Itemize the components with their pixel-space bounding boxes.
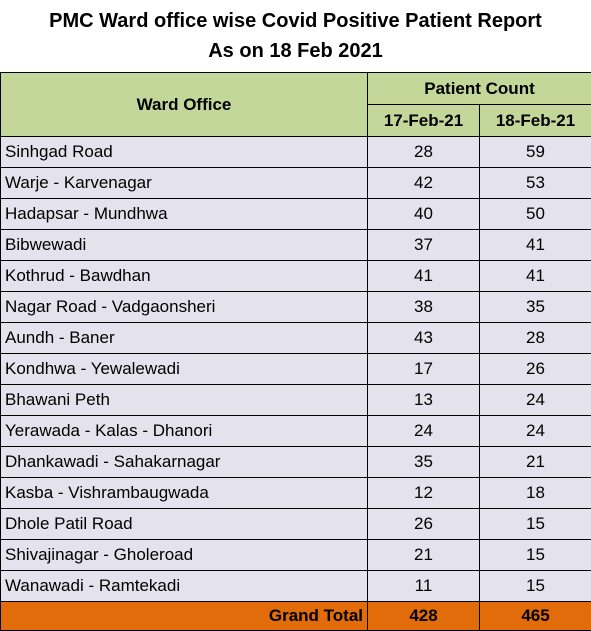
count-17-feb-cell: 11 [368, 571, 480, 602]
grand-total-row [1, 602, 591, 631]
count-17-feb-cell: 41 [368, 261, 480, 292]
count-17-feb-cell: 13 [368, 385, 480, 416]
ward-name-cell: Warje - Karvenagar [1, 168, 368, 199]
report-title [0, 0, 591, 72]
count-18-feb-cell: 28 [480, 323, 591, 354]
table-row [1, 416, 591, 447]
count-17-feb-cell: 26 [368, 509, 480, 540]
count-18-feb-cell: 21 [480, 447, 591, 478]
ward-office-header: Ward Office [1, 73, 368, 137]
count-18-feb-cell: 59 [480, 137, 591, 168]
title-line-1: PMC Ward office wise Covid Positive Patient Report [49, 10, 542, 32]
count-17-feb-cell: 17 [368, 354, 480, 385]
grand-total-17-feb: 428 [368, 602, 480, 631]
grand-total-18-feb: 465 [480, 602, 591, 631]
table-row [1, 292, 591, 323]
table-row [1, 137, 591, 168]
table-row [1, 385, 591, 416]
count-17-feb-cell: 24 [368, 416, 480, 447]
patient-count-header: Patient Count [368, 73, 591, 105]
date-header-17-feb: 17-Feb-21 [368, 105, 480, 137]
patient-report-table [0, 72, 591, 631]
date-header-18-feb: 18-Feb-21 [480, 105, 591, 137]
grand-total-label: Grand Total [1, 602, 368, 631]
table-row [1, 540, 591, 571]
ward-name-cell: Bibwewadi [1, 230, 368, 261]
count-17-feb-cell: 38 [368, 292, 480, 323]
count-18-feb-cell: 18 [480, 478, 591, 509]
ward-name-cell: Dhole Patil Road [1, 509, 368, 540]
ward-name-cell: Hadapsar - Mundhwa [1, 199, 368, 230]
count-18-feb-cell: 15 [480, 571, 591, 602]
count-17-feb-cell: 21 [368, 540, 480, 571]
ward-name-cell: Kondhwa - Yewalewadi [1, 354, 368, 385]
ward-name-cell: Shivajinagar - Gholeroad [1, 540, 368, 571]
table-row [1, 571, 591, 602]
ward-name-cell: Aundh - Baner [1, 323, 368, 354]
count-18-feb-cell: 53 [480, 168, 591, 199]
count-18-feb-cell: 24 [480, 416, 591, 447]
count-17-feb-cell: 42 [368, 168, 480, 199]
count-17-feb-cell: 35 [368, 447, 480, 478]
count-18-feb-cell: 50 [480, 199, 591, 230]
count-17-feb-cell: 37 [368, 230, 480, 261]
table-row [1, 199, 591, 230]
count-17-feb-cell: 28 [368, 137, 480, 168]
count-17-feb-cell: 40 [368, 199, 480, 230]
ward-name-cell: Sinhgad Road [1, 137, 368, 168]
count-18-feb-cell: 35 [480, 292, 591, 323]
ward-name-cell: Nagar Road - Vadgaonsheri [1, 292, 368, 323]
count-18-feb-cell: 15 [480, 509, 591, 540]
ward-name-cell: Yerawada - Kalas - Dhanori [1, 416, 368, 447]
count-17-feb-cell: 12 [368, 478, 480, 509]
table-row [1, 323, 591, 354]
table-row [1, 354, 591, 385]
count-17-feb-cell: 43 [368, 323, 480, 354]
ward-name-cell: Kothrud - Bawdhan [1, 261, 368, 292]
ward-name-cell: Bhawani Peth [1, 385, 368, 416]
count-18-feb-cell: 24 [480, 385, 591, 416]
ward-name-cell: Wanawadi - Ramtekadi [1, 571, 368, 602]
table-row [1, 168, 591, 199]
table-row [1, 478, 591, 509]
ward-name-cell: Dhankawadi - Sahakarnagar [1, 447, 368, 478]
count-18-feb-cell: 26 [480, 354, 591, 385]
count-18-feb-cell: 41 [480, 230, 591, 261]
title-line-2: As on 18 Feb 2021 [208, 40, 383, 62]
table-row [1, 509, 591, 540]
table-row [1, 261, 591, 292]
table-row [1, 230, 591, 261]
table-row [1, 447, 591, 478]
ward-name-cell: Kasba - Vishrambaugwada [1, 478, 368, 509]
count-18-feb-cell: 15 [480, 540, 591, 571]
count-18-feb-cell: 41 [480, 261, 591, 292]
